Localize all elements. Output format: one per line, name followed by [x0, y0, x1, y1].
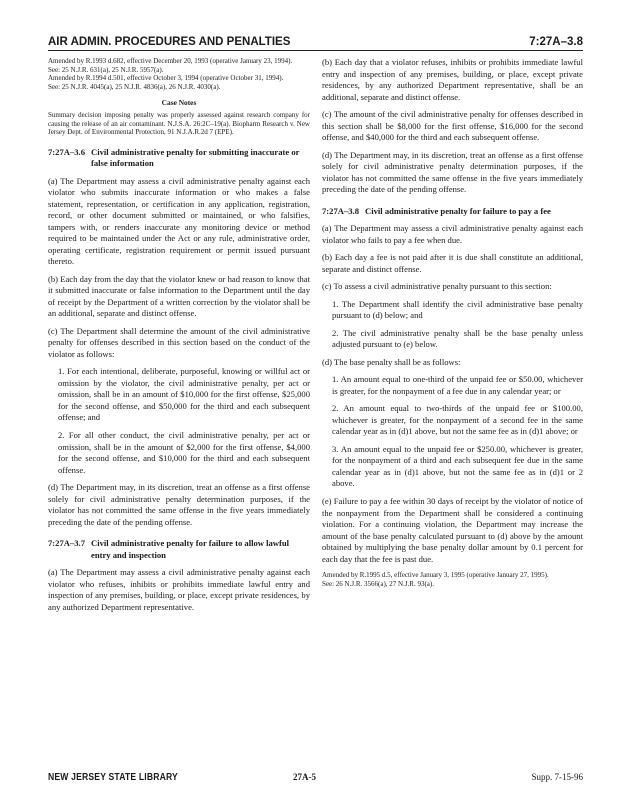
paragraph: (c) The Department shall determine the amount of the civil administrative penalty for offenses described in this section based on the conduct of the violator as follows: — [48, 325, 310, 359]
list-item: 3. An amount equal to the unpaid fee or $250.00, whichever is greater, for the nonpayment of a third and each subsequent fee due in the same calendar year as in (d)1 above, but not the same fee as in (d)1 or 2 above. — [332, 443, 583, 489]
amendment-note: See: 25 N.J.R. 4045(a), 25 N.J.R. 4836(a), 26 N.J.R. 4030(a). — [48, 82, 221, 91]
library-stamp: NEW JERSEY STATE LIBRARY — [48, 771, 178, 783]
paragraph: (a) The Department may assess a civil administrative penalty against each violator who fails to pay a fee when due. — [322, 223, 583, 245]
section-heading — [48, 147, 310, 170]
paragraph: (d) The Department may, in its discretion, treat an offense as a first offense solely for civil administrative penalty determination purposes, if the violator has not committed the same offense in the five years immediately preceding the date of the pending offense. — [322, 149, 583, 195]
section-title: Civil administrative penalty for submitting inaccurate or false information — [91, 146, 300, 169]
list-item: 2. The civil administrative penalty shall be the base penalty unless adjusted pursuant to (e) below. — [332, 327, 583, 350]
section-title: Civil administrative penalty for failure to pay a fee — [365, 205, 551, 216]
paragraph: (a) The Department may assess a civil administrative penalty against each violator who refuses, inhibits or prohibits immediate lawful entry and inspection of any premises, building, or place, except private residences, by any authorized Department representative. — [48, 567, 310, 612]
list-item: 2. An amount equal to two-thirds of the unpaid fee or $100.00, whichever is greater, for the nonpayment of a second fee in the same calendar year as in (d)1 above, but not the same fee as in (d)1 above; or — [332, 403, 583, 437]
amendment-note: Amended by R.1994 d.501, effective October 3, 1994 (operative October 31, 1994). — [48, 74, 284, 83]
list-item: 1. For each intentional, deliberate, purposeful, knowing or willful act or omission by the violator, the civil administrative penalty, per act or omission, shall be in an amount of $10,000 for the first offense, $25,000 for the second offense, and $50,000 for the third and each subsequent offense; and — [58, 366, 310, 423]
amendment-note: Amended by R.1995 d.5, effective January 3, 1995 (operative January 27, 1995). — [322, 571, 549, 580]
header-title: AIR ADMIN. PROCEDURES AND PENALTIES — [48, 36, 291, 48]
page-number: 27A-5 — [293, 772, 316, 782]
list-item: 2. For all other conduct, the civil administrative penalty, per act or omission, shall be in the amount of $2,000 for the first offense, $4,000 for the second offense, and $10,000 for the third and each subsequent offense. — [58, 429, 310, 475]
left-column — [48, 57, 310, 619]
page-footer — [48, 769, 583, 785]
running-header — [48, 32, 583, 51]
list-item: 1. An amount equal to one-third of the unpaid fee or $50.00, whichever is greater, for the nonpayment of a fee due in any calendar year; or — [332, 374, 583, 396]
case-notes-text: Summary decision imposing penalty was properly assessed against research company for causing the release of an air contaminant. N.J.S.A. 26:2C–19(a). Biopharm Research v. New Jersey Dept. of Environmental Protection, 91 N.J.A.R.2d 7 (EPE). — [48, 111, 310, 137]
paragraph: (b) Each day that a violator refuses, inhibits or prohibits immediate lawful entry and inspection of any premises, building, or place, except private residences, by any authorized Department representative, shall be an additional, separate and distinct offense. — [322, 57, 583, 102]
supplement-date: Supp. 7-15-96 — [531, 772, 583, 782]
paragraph: (e) Failure to pay a fee within 30 days of receipt by the violator of notice of the nonpayment from the Department shall be considered a continuing violation. For a continuing violation, the Department may increase the amount of the base penalty calculated pursuant to (d) above by the amount obtained by multiplying the base penalty dollar amount by 0.1 percent for each day that the fee is past due. — [322, 495, 583, 564]
amendment-note: See: 25 N.J.R. 631(a), 25 N.J.R. 5957(a). — [48, 65, 164, 74]
header-section-number: 7:27A–3.8 — [529, 36, 583, 48]
paragraph: (d) The base penalty shall be as follows: — [322, 356, 461, 367]
amendment-note: See: 26 N.J.R. 3566(a), 27 N.J.R. 93(a). — [322, 579, 434, 588]
section-number: 7:27A–3.8 — [322, 205, 359, 216]
paragraph: (b) Each day from the day that the violator knew or had reason to know that it submitted inaccurate or false information to the Department until the day of receipt by the Department of a written correction by the violator shall be an additional, separate and distinct offense. — [48, 273, 310, 319]
section-heading — [48, 538, 310, 561]
amendment-note: Amended by R.1993 d.682, effective December 20, 1993 (operative January 23, 1994). — [48, 57, 293, 65]
section-heading — [322, 206, 583, 218]
section-title: Civil administrative penalty for failure to allow lawful entry and inspection — [91, 538, 290, 560]
paragraph: (d) The Department may, in its discretion, treat an offense as a first offense solely for civil administrative penalty determination purposes, if the violator has not committed the same offense in the five years immediately preceding the date of the pending offense. — [48, 482, 310, 527]
paragraph: (b) Each day a fee is not paid after it is due shall constitute an additional, separate and distinct offense. — [322, 252, 583, 274]
paragraph: (a) The Department may assess a civil administrative penalty against each violator who submits inaccurate information or who makes a false statement, representation, or certification in any application, registration, record, or other document submitted or maintained, or who falsifies, tampers with, or renders inaccurate any monitoring device or method required to be maintained under the Act or any rule, administrative order, operating certificate, registration requirement or permit issued pursuant thereto. — [48, 175, 310, 267]
section-number: 7:27A–3.7 — [48, 538, 85, 549]
paragraph: (c) To assess a civil administrative penalty pursuant to this section: — [322, 281, 552, 292]
section-number: 7:27A–3.6 — [48, 146, 85, 157]
right-column — [322, 57, 583, 588]
paragraph: (c) The amount of the civil administrative penalty for offenses described in this section shall be $8,000 for the first offense, $16,000 for the second offense, and $40,000 for the third and each subsequent offense. — [322, 109, 583, 143]
case-notes-heading: Case Notes — [161, 98, 197, 108]
list-item: 1. The Department shall identify the civil administrative base penalty pursuant to (d) below; and — [332, 298, 583, 321]
